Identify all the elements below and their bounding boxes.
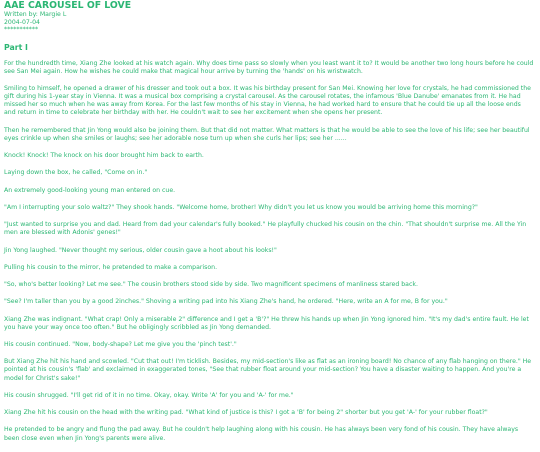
story-paragraph: "So, who's better looking? Let me see." The cousin brothers stood side by side. Two magnificent specimens of manliness stared back.	[4, 281, 418, 289]
story-paragraph: Xiang Zhe was indignant. "What crap! Only a miserable 2" difference and I get a 'B'?" He threw his hands up when Jin Yong ignored him. "It's my dad's entire fault. He let you have your way once too often." But he obligingly scribbled as Jin Yong demanded.	[4, 315, 529, 331]
story-paragraph: Xiang Zhe hit his cousin on the head with the writing pad. "What kind of justice is this? I got a 'B' for being 2" shorter but you get 'A-' for your rubber float?"	[4, 409, 488, 417]
date-line: 2004-07-04	[4, 18, 40, 26]
story-paragraph: His cousin shrugged. "I'll get rid of it in no time. Okay, okay. Write 'A' for you and 'A-' for me."	[4, 391, 294, 399]
story-paragraph: Smiling to himself, he opened a drawer of his dresser and took out a box. It was his birthday present for San Mei. Knowing her love for crystals, he had commissioned the gift during his 1-year stay in Vienna. It was a musical box comprising a crystal carousel. As the carousel rotates, the infamous 'Blue Danube' emanates from it. He had missed her so much when he was away from Korea. For the last few months of his stay in Vienna, he had worked hard to ensure that he could tie up all the loose ends and return in time to celebrate her birthday with her. He couldn't wait to see her excitement when she opens her present.	[4, 85, 531, 117]
part-heading: Part I	[4, 42, 28, 52]
story-paragraph: An extremely good-looking young man entered on cue.	[4, 186, 176, 194]
story-paragraph: But Xiang Zhe hit his hand and scowled. "Cut that out! I'm ticklish. Besides, my mid-section's like as flat as an ironing board! No chance of any flab hanging on there." He pointed at his cousin's 'flab' and exclaimed in exaggerated tones, "See that rubber float around your mid-section? You have a disaster waiting to happen. And you're a model for Christ's sake!"	[4, 358, 532, 382]
story-paragraph: "See? I'm taller than you by a good 2inches." Shoving a writing pad into his Xiang Zhe's hand, he ordered. "Here, write an A for me, B for you."	[4, 298, 448, 306]
story-paragraph: He pretended to be angry and flung the pad away. But he couldn't help laughing along with his cousin. He has always been very fond of his cousin. They have always been close even when Jin Yong's parents were alive.	[4, 426, 519, 442]
story-paragraph: Then he remembered that Jin Yong would also be joining them. But that did not matter. What matters is that he would be able to see the love of his life; see her beautiful eyes crinkle up when she smiles or laughs; see her adorable nose turn up when she curls her lips; see her ......	[4, 126, 530, 142]
story-title: AAE CAROUSEL OF LOVE	[4, 0, 132, 11]
story-paragraph: For the hundredth time, Xiang Zhe looked at his watch again. Why does time pass so slowly when you least want it to? It would be another two long hours before he could see San Mei again. How he wishes he could make that magical hour arrive by turning the 'hands' on his wristwatch.	[4, 59, 534, 75]
story-paragraph: Knock! Knock! The knock on his door brought him back to earth.	[4, 152, 204, 160]
story-page	[4, 1, 534, 452]
divider-stars: ***********	[4, 26, 39, 34]
story-paragraph: His cousin continued. "Now, body-shape? Let me give you the 'pinch test'."	[4, 341, 237, 349]
story-paragraph: "Am I interrupting your solo waltz?" They shook hands. "Welcome home, brother! Why didn't you let us know you would be arriving home this morning?"	[4, 203, 478, 211]
author-line: Written by: Margie L	[4, 11, 67, 18]
story-paragraph: Laying down the box, he called, "Come on in."	[4, 169, 148, 177]
story-paragraph: Pulling his cousin to the mirror, he pretended to make a comparison.	[4, 263, 218, 271]
story-paragraph: Jin Yong laughed. "Never thought my serious, older cousin gave a hoot about his looks!"	[4, 246, 277, 254]
story-paragraph: "Just wanted to surprise you and dad. Heard from dad your calendar's fully booked." He playfully chucked his cousin on the chin. "That shouldn't surprise me. All the Yin men are blessed with Adonis' genes!"	[4, 221, 527, 237]
